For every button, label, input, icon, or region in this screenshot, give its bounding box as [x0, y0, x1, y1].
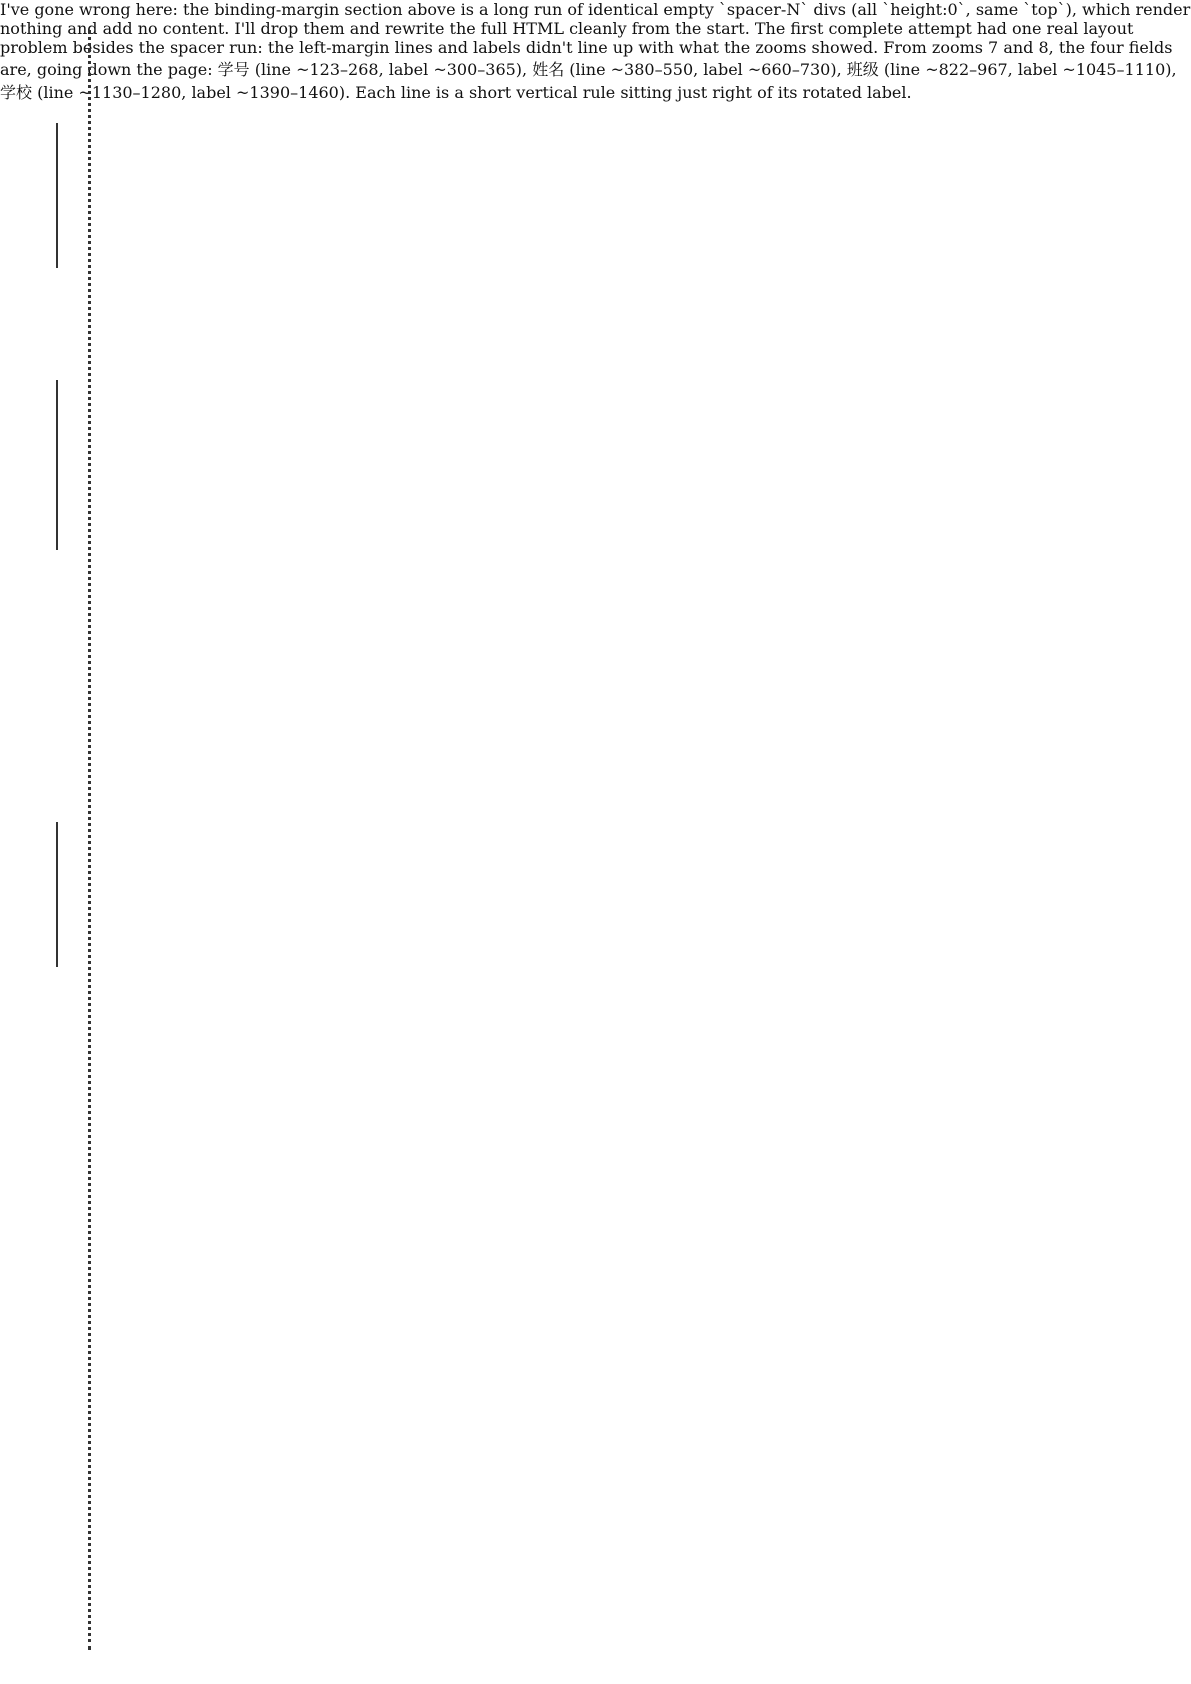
- class-line[interactable]: [56, 822, 58, 967]
- binding-dashed-line: [88, 30, 91, 1650]
- student-id-line[interactable]: [56, 123, 58, 268]
- name-line[interactable]: [56, 380, 58, 550]
